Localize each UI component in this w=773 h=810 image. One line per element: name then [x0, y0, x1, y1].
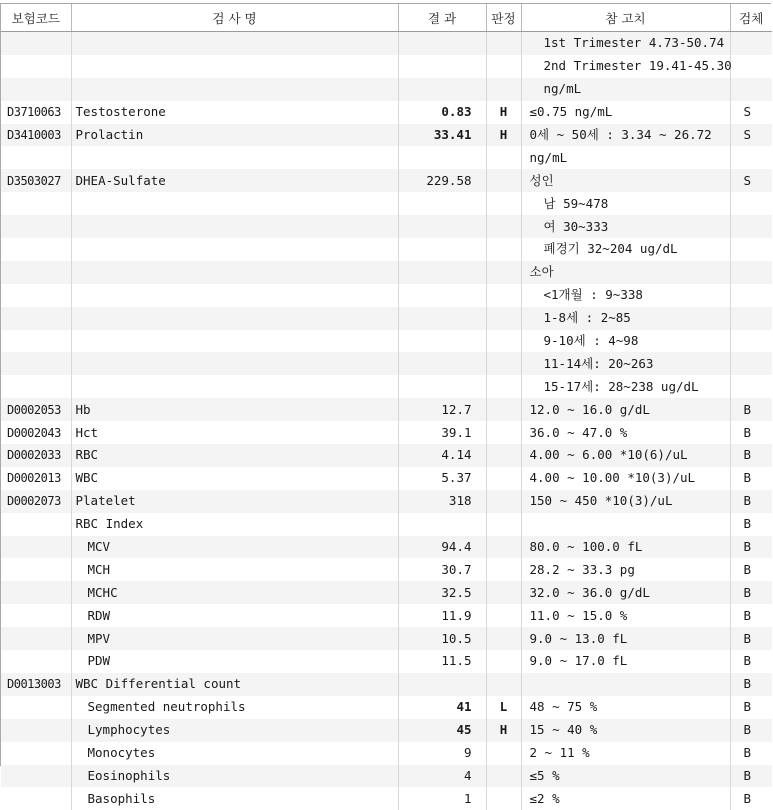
insurance-code-cell: D3710063 [1, 101, 71, 124]
judgement-cell: H [486, 101, 521, 124]
result-cell: 32.5 [398, 581, 486, 604]
specimen-cell [730, 330, 772, 353]
reference-range-cell: 남 59~478 [521, 192, 730, 215]
insurance-code-cell [1, 719, 71, 742]
test-name-cell [71, 215, 398, 238]
insurance-code-cell: D3503027 [1, 169, 71, 192]
test-name-cell [71, 32, 398, 55]
result-cell [398, 192, 486, 215]
header-test-name: 검 사 명 [71, 4, 398, 32]
specimen-cell: B [730, 742, 772, 765]
test-name-cell: MPV [71, 627, 398, 650]
result-cell [398, 146, 486, 169]
specimen-cell [730, 146, 772, 169]
result-cell [398, 352, 486, 375]
test-name-cell: RBC [71, 444, 398, 467]
test-name-cell: MCHC [71, 581, 398, 604]
test-name-cell: Platelet [71, 490, 398, 513]
result-cell: 4.14 [398, 444, 486, 467]
specimen-cell [730, 78, 772, 101]
judgement-cell [486, 627, 521, 650]
judgement-cell [486, 581, 521, 604]
reference-range-cell: 소아 [521, 261, 730, 284]
table-row [1, 536, 772, 559]
specimen-cell: B [730, 398, 772, 421]
judgement-cell [486, 742, 521, 765]
judgement-cell [486, 536, 521, 559]
reference-range-cell: 9-10세 : 4~98 [521, 330, 730, 353]
specimen-cell: S [730, 169, 772, 192]
table-row [1, 307, 772, 330]
result-cell [398, 261, 486, 284]
reference-range-cell: 4.00 ~ 10.00 *10(3)/uL [521, 467, 730, 490]
test-name-cell [71, 146, 398, 169]
insurance-code-cell: D0002043 [1, 421, 71, 444]
insurance-code-cell: D0002073 [1, 490, 71, 513]
specimen-cell [730, 375, 772, 398]
specimen-cell: B [730, 421, 772, 444]
insurance-code-cell [1, 375, 71, 398]
reference-range-cell: 폐경기 32~204 ug/dL [521, 238, 730, 261]
judgement-cell [486, 330, 521, 353]
test-name-cell: Lymphocytes [71, 719, 398, 742]
insurance-code-cell [1, 146, 71, 169]
judgement-cell [486, 558, 521, 581]
test-name-cell: Basophils [71, 787, 398, 810]
result-cell: 30.7 [398, 558, 486, 581]
table-row [1, 32, 772, 55]
specimen-cell: B [730, 673, 772, 696]
specimen-cell: B [730, 696, 772, 719]
result-cell: 0.83 [398, 101, 486, 124]
test-name-cell: Segmented neutrophils [71, 696, 398, 719]
result-cell [398, 215, 486, 238]
table-row [1, 444, 772, 467]
table-row [1, 261, 772, 284]
test-name-cell: Hct [71, 421, 398, 444]
result-cell [398, 55, 486, 78]
judgement-cell [486, 604, 521, 627]
judgement-cell [486, 169, 521, 192]
judgement-cell [486, 352, 521, 375]
test-name-cell [71, 192, 398, 215]
table-row [1, 284, 772, 307]
test-name-cell [71, 238, 398, 261]
result-cell: 229.58 [398, 169, 486, 192]
insurance-code-cell [1, 581, 71, 604]
reference-range-cell: 1st Trimester 4.73-50.74 [521, 32, 730, 55]
reference-range-cell: 1-8세 : 2~85 [521, 307, 730, 330]
table-row [1, 787, 772, 810]
table-row [1, 215, 772, 238]
result-cell: 45 [398, 719, 486, 742]
test-name-cell: DHEA-Sulfate [71, 169, 398, 192]
judgement-cell [486, 238, 521, 261]
specimen-cell [730, 284, 772, 307]
judgement-cell [486, 215, 521, 238]
reference-range-cell: 48 ~ 75 % [521, 696, 730, 719]
insurance-code-cell: D3410003 [1, 124, 71, 147]
result-cell [398, 513, 486, 536]
judgement-cell [486, 307, 521, 330]
reference-range-cell: 0세 ~ 50세 : 3.34 ~ 26.72 [521, 124, 730, 147]
insurance-code-cell [1, 352, 71, 375]
table-row [1, 604, 772, 627]
result-cell: 33.41 [398, 124, 486, 147]
insurance-code-cell [1, 261, 71, 284]
table-row [1, 169, 772, 192]
insurance-code-cell: D0002013 [1, 467, 71, 490]
table-row [1, 467, 772, 490]
test-name-cell: Monocytes [71, 742, 398, 765]
result-cell: 1 [398, 787, 486, 810]
result-cell: 12.7 [398, 398, 486, 421]
reference-range-cell: 11.0 ~ 15.0 % [521, 604, 730, 627]
judgement-cell [486, 467, 521, 490]
result-cell [398, 238, 486, 261]
result-cell: 10.5 [398, 627, 486, 650]
reference-range-cell: 80.0 ~ 100.0 fL [521, 536, 730, 559]
insurance-code-cell [1, 742, 71, 765]
table-row [1, 330, 772, 353]
insurance-code-cell: D0002033 [1, 444, 71, 467]
specimen-cell: B [730, 627, 772, 650]
header-row [1, 4, 772, 32]
reference-range-cell: 2nd Trimester 19.41-45.30 [521, 55, 730, 78]
reference-range-cell: 36.0 ~ 47.0 % [521, 421, 730, 444]
judgement-cell [486, 765, 521, 788]
reference-range-cell: 32.0 ~ 36.0 g/dL [521, 581, 730, 604]
test-name-cell: RBC Index [71, 513, 398, 536]
judgement-cell [486, 398, 521, 421]
specimen-cell: B [730, 719, 772, 742]
insurance-code-cell [1, 787, 71, 810]
reference-range-cell: 4.00 ~ 6.00 *10(6)/uL [521, 444, 730, 467]
result-cell [398, 32, 486, 55]
judgement-cell [486, 444, 521, 467]
lab-results-panel [0, 3, 771, 766]
insurance-code-cell [1, 330, 71, 353]
reference-range-cell: 성인 [521, 169, 730, 192]
reference-range-cell: ng/mL [521, 78, 730, 101]
reference-range-cell: 2 ~ 11 % [521, 742, 730, 765]
result-cell: 4 [398, 765, 486, 788]
insurance-code-cell: D0002053 [1, 398, 71, 421]
test-name-cell: Eosinophils [71, 765, 398, 788]
table-row [1, 101, 772, 124]
reference-range-cell: ≤5 % [521, 765, 730, 788]
insurance-code-cell [1, 536, 71, 559]
test-name-cell [71, 261, 398, 284]
reference-range-cell: 28.2 ~ 33.3 pg [521, 558, 730, 581]
insurance-code-cell [1, 307, 71, 330]
table-row [1, 490, 772, 513]
test-name-cell [71, 352, 398, 375]
test-name-cell [71, 375, 398, 398]
specimen-cell: B [730, 558, 772, 581]
table-row [1, 352, 772, 375]
specimen-cell [730, 352, 772, 375]
insurance-code-cell [1, 604, 71, 627]
insurance-code-cell [1, 55, 71, 78]
insurance-code-cell [1, 192, 71, 215]
specimen-cell: B [730, 444, 772, 467]
header-reference-range: 참 고치 [521, 4, 730, 32]
judgement-cell [486, 192, 521, 215]
specimen-cell [730, 55, 772, 78]
test-name-cell [71, 284, 398, 307]
test-name-cell [71, 307, 398, 330]
result-cell: 41 [398, 696, 486, 719]
specimen-cell [730, 215, 772, 238]
judgement-cell [486, 421, 521, 444]
result-cell: 11.5 [398, 650, 486, 673]
test-name-cell: Prolactin [71, 124, 398, 147]
specimen-cell: S [730, 101, 772, 124]
header-judgement: 판정 [486, 4, 521, 32]
result-cell: 318 [398, 490, 486, 513]
table-header [1, 4, 772, 32]
table-row [1, 421, 772, 444]
table-row [1, 627, 772, 650]
table-row [1, 398, 772, 421]
specimen-cell: B [730, 581, 772, 604]
reference-range-cell: ≤2 % [521, 787, 730, 810]
judgement-cell [486, 284, 521, 307]
table-row [1, 192, 772, 215]
table-row [1, 146, 772, 169]
result-cell [398, 375, 486, 398]
specimen-cell [730, 238, 772, 261]
insurance-code-cell [1, 696, 71, 719]
insurance-code-cell [1, 558, 71, 581]
judgement-cell [486, 78, 521, 101]
result-cell [398, 284, 486, 307]
test-name-cell: Testosterone [71, 101, 398, 124]
table-row [1, 124, 772, 147]
specimen-cell: B [730, 467, 772, 490]
test-name-cell: RDW [71, 604, 398, 627]
specimen-cell: B [730, 650, 772, 673]
reference-range-cell: 여 30~333 [521, 215, 730, 238]
result-cell [398, 330, 486, 353]
judgement-cell [486, 673, 521, 696]
insurance-code-cell [1, 284, 71, 307]
result-cell [398, 78, 486, 101]
specimen-cell [730, 261, 772, 284]
test-name-cell: PDW [71, 650, 398, 673]
reference-range-cell: 15-17세: 28~238 ug/dL [521, 375, 730, 398]
specimen-cell: B [730, 490, 772, 513]
reference-range-cell: 9.0 ~ 17.0 fL [521, 650, 730, 673]
header-specimen: 검체 [730, 4, 772, 32]
insurance-code-cell [1, 765, 71, 788]
result-cell: 11.9 [398, 604, 486, 627]
lab-results-table [1, 4, 772, 810]
judgement-cell [486, 146, 521, 169]
table-row [1, 719, 772, 742]
reference-range-cell: <1개월 : 9~338 [521, 284, 730, 307]
insurance-code-cell [1, 238, 71, 261]
specimen-cell: B [730, 513, 772, 536]
reference-range-cell: 150 ~ 450 *10(3)/uL [521, 490, 730, 513]
judgement-cell: H [486, 719, 521, 742]
reference-range-cell: 15 ~ 40 % [521, 719, 730, 742]
judgement-cell: L [486, 696, 521, 719]
judgement-cell [486, 787, 521, 810]
result-cell: 5.37 [398, 467, 486, 490]
specimen-cell: S [730, 124, 772, 147]
judgement-cell [486, 55, 521, 78]
result-cell: 9 [398, 742, 486, 765]
insurance-code-cell [1, 627, 71, 650]
reference-range-cell: ng/mL [521, 146, 730, 169]
test-name-cell: MCV [71, 536, 398, 559]
judgement-cell [486, 490, 521, 513]
insurance-code-cell [1, 215, 71, 238]
reference-range-cell: 12.0 ~ 16.0 g/dL [521, 398, 730, 421]
test-name-cell: Hb [71, 398, 398, 421]
reference-range-cell [521, 673, 730, 696]
test-name-cell [71, 330, 398, 353]
table-row [1, 742, 772, 765]
specimen-cell [730, 32, 772, 55]
specimen-cell [730, 307, 772, 330]
test-name-cell: WBC [71, 467, 398, 490]
test-name-cell [71, 55, 398, 78]
test-name-cell: WBC Differential count [71, 673, 398, 696]
result-cell [398, 307, 486, 330]
judgement-cell: H [486, 124, 521, 147]
table-row [1, 581, 772, 604]
table-row [1, 78, 772, 101]
reference-range-cell: 9.0 ~ 13.0 fL [521, 627, 730, 650]
insurance-code-cell [1, 32, 71, 55]
judgement-cell [486, 261, 521, 284]
specimen-cell: B [730, 787, 772, 810]
table-row [1, 375, 772, 398]
table-body [1, 32, 772, 810]
insurance-code-cell [1, 78, 71, 101]
judgement-cell [486, 513, 521, 536]
insurance-code-cell [1, 513, 71, 536]
insurance-code-cell: D0013003 [1, 673, 71, 696]
table-row [1, 673, 772, 696]
result-cell: 39.1 [398, 421, 486, 444]
result-cell [398, 673, 486, 696]
test-name-cell: MCH [71, 558, 398, 581]
table-row [1, 650, 772, 673]
specimen-cell: B [730, 765, 772, 788]
table-row [1, 696, 772, 719]
judgement-cell [486, 32, 521, 55]
specimen-cell: B [730, 536, 772, 559]
header-result: 결 과 [398, 4, 486, 32]
table-row [1, 513, 772, 536]
test-name-cell [71, 78, 398, 101]
specimen-cell [730, 192, 772, 215]
table-row [1, 558, 772, 581]
judgement-cell [486, 375, 521, 398]
reference-range-cell [521, 513, 730, 536]
header-insurance-code: 보험코드 [1, 4, 71, 32]
specimen-cell: B [730, 604, 772, 627]
reference-range-cell: ≤0.75 ng/mL [521, 101, 730, 124]
reference-range-cell: 11-14세: 20~263 [521, 352, 730, 375]
result-cell: 94.4 [398, 536, 486, 559]
table-row [1, 765, 772, 788]
judgement-cell [486, 650, 521, 673]
table-row [1, 238, 772, 261]
table-row [1, 55, 772, 78]
insurance-code-cell [1, 650, 71, 673]
